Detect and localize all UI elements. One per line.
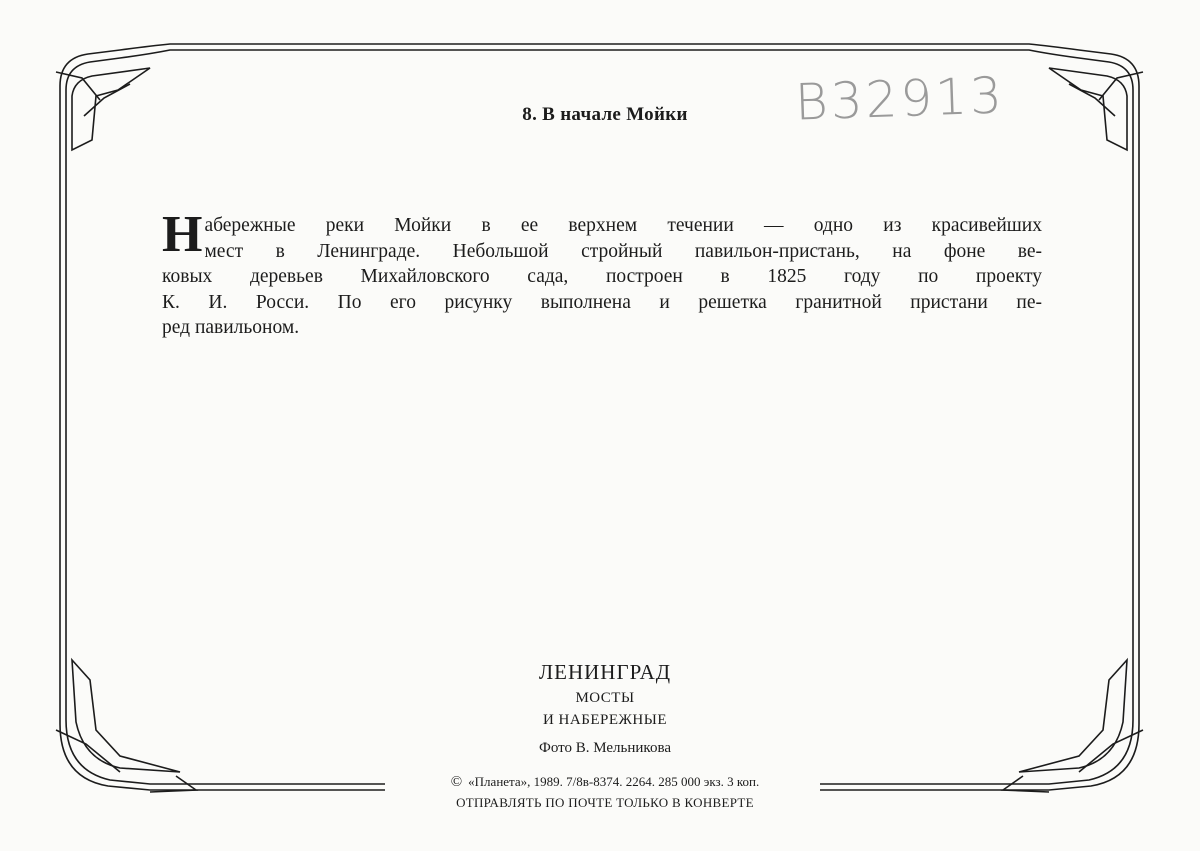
paragraph-line: абережные реки Мойки в ее верхнем течении — одно из красивейших [204,215,1042,236]
paragraph-line: ред павильоном. [162,317,300,338]
drop-cap-letter: Н [162,206,203,263]
publisher-info: «Планета», 1989. 7/8в-8374. 2264. 285 000 экз. 3 коп. [468,774,760,789]
paragraph-line: мест в Ленинграде. Небольшой стройный павильон-пристань, на фоне ве- [204,240,1042,262]
series-title-line1: МОСТЫ [575,690,635,706]
handwritten-inventory-number: B32913 [794,66,1006,132]
photo-credit: Фото В. Мельникова [538,740,671,756]
paragraph-line: ковых деревьев Михайловского сада, построен в 1825 году по проекту [162,266,1042,287]
publisher-line [380,774,830,791]
card-title: 8. В начале Мойки [522,104,688,125]
description-paragraph [162,206,1042,341]
paragraph-line: К. И. Росси. По его рисунку выполнена и решетка гранитной пристани пе- [162,291,1042,313]
mailing-instruction: ОТПРАВЛЯТЬ ПО ПОЧТЕ ТОЛЬКО В КОНВЕРТЕ [456,795,754,810]
series-title-line2: И НАБЕРЕЖНЫЕ [542,712,668,728]
city-heading: ЛЕНИНГРАД [538,660,672,684]
copyright-icon: © [450,774,463,790]
